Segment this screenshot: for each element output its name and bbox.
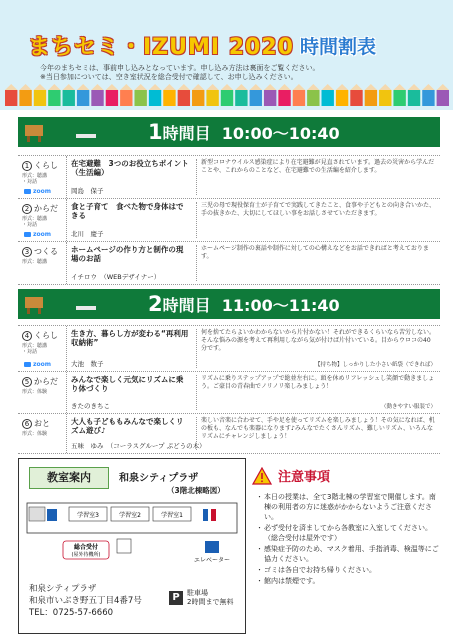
warning-icon	[252, 467, 272, 485]
class-row	[18, 242, 440, 285]
time-label-1: 1時間目 10:00〜10:40	[148, 120, 340, 144]
format-label: 形式：体験	[22, 389, 48, 395]
pencil-body	[350, 90, 362, 106]
caution-section	[252, 458, 444, 634]
pencil-tip	[19, 84, 31, 90]
pencil-body	[250, 90, 262, 106]
pencil-tip	[264, 84, 276, 90]
title-sub: 時間割表	[299, 35, 376, 58]
class-description: 三児の母で現役保育士が子育てで実践してきたこと、食事や子どもとの向き合いかた、手の抜きかた、大切にしてほしい事をお話しさせていただきます。	[196, 202, 436, 238]
class-topic: 食と子育て 食べた物で身体はできる	[71, 202, 184, 220]
address-line: 和泉市いぶき野五丁目4番7号	[29, 596, 142, 606]
class-note: 【持ち物】しっかりした小さい紙袋（できれば）	[314, 362, 436, 368]
category-name: くらし	[34, 331, 58, 340]
parking-icon: P	[169, 591, 183, 605]
pencil-body	[19, 90, 31, 106]
venue-name: 和泉シティプラザ	[119, 473, 199, 484]
category-name: からだ	[34, 204, 58, 213]
lecturer-name: 岡島 保子	[71, 187, 104, 195]
category-name: くらし	[34, 161, 58, 170]
pencil-body	[163, 90, 175, 106]
caution-item: ・ 感染症予防のため、マスク着用、手指消毒、検温等にご協力ください。	[256, 544, 442, 564]
class-description: 新型コロナウイルス感染症により在宅避難が見直されています。過去の災害から学んだことや、これからのことなど、在宅避難での生活編を紹介します。	[196, 159, 436, 195]
pencil-body	[106, 90, 118, 106]
parking-info	[169, 589, 233, 607]
pencil-body	[365, 90, 377, 106]
pencil-body	[393, 90, 405, 106]
category-cell: 3 つくる 形式：聴講	[18, 242, 67, 284]
elevator-label: エレベーター	[193, 557, 231, 564]
pencil-body	[235, 90, 247, 106]
parking-note: 2時間まで無料	[187, 598, 234, 606]
zoom-logo: zoom	[24, 361, 51, 368]
phone-number: TEL：0725-57-6660	[29, 608, 114, 618]
format-label: 形式：体験	[22, 431, 48, 437]
room-1-label: 学習室1	[161, 512, 183, 519]
pencil-body	[120, 90, 132, 106]
stairs-icon-2	[117, 539, 131, 553]
class-topic: 大人も子どももみんなで楽しくリズム遊び♪	[71, 417, 184, 435]
class-row	[18, 326, 440, 372]
reception-label: 総合受付	[73, 544, 99, 551]
pencil-tip	[336, 84, 348, 90]
pencil-tip	[379, 84, 391, 90]
pencil-tip	[192, 84, 204, 90]
category-cell: 1 くらし 形式：聴講 ・対話 zoom	[18, 156, 67, 198]
class-topic: 在宅避難 3つのお役立ちポイント（生活編）	[71, 159, 189, 177]
pencil-body	[322, 90, 334, 106]
format-label: 形式：聴講 ・対話	[22, 216, 48, 228]
pencil-body	[408, 90, 420, 106]
pencil-body	[206, 90, 218, 106]
pencil-body	[437, 90, 449, 106]
pencil-body	[379, 90, 391, 106]
pencils-decoration	[4, 84, 450, 106]
category-name: つくる	[34, 247, 58, 256]
caution-item: ・ 館内は禁煙です。	[256, 576, 442, 586]
class-description: 何を捨てたらよいかわからないから片付かない！それができるくらいなら苦労しない。そんな悩みの源を考えて再利用しながら気が付けば片付いている。目からウロコの40分です。	[196, 329, 436, 368]
intro-line-2: ※当日参加については、空き室状況を総合受付で確認して、お申し込みください。	[40, 73, 298, 81]
pencil-body	[5, 90, 17, 106]
schedule-block-2	[18, 325, 440, 454]
pencil-tip	[206, 84, 218, 90]
class-note: （動きやすい服装で）	[380, 404, 436, 410]
pencil-body	[293, 90, 305, 106]
room-2-label: 学習室2	[119, 512, 141, 519]
category-cell: 2 からだ 形式：聴講 ・対話 zoom	[18, 199, 67, 241]
pencil-tip	[408, 84, 420, 90]
class-row	[18, 199, 440, 242]
pencil-tip	[106, 84, 118, 90]
class-topic: 生き方、暮らし方が変わる“再利用収納術”	[71, 329, 189, 347]
zoom-logo: zoom	[24, 188, 51, 195]
pencil-body	[34, 90, 46, 106]
class-row	[18, 156, 440, 199]
venue-building: （3階北棟略図）	[167, 486, 225, 495]
category-name: からだ	[34, 377, 58, 386]
pencil-tip	[350, 84, 362, 90]
pencil-body	[77, 90, 89, 106]
pencil-tip	[422, 84, 434, 90]
desk-icon	[24, 294, 44, 314]
intro-text	[40, 64, 319, 82]
venue-heading: 教室案内	[29, 467, 109, 489]
pencil-body	[91, 90, 103, 106]
caution-header	[252, 466, 330, 485]
pencil-tip	[178, 84, 190, 90]
title-main: まちセミ・IZUMI 2020	[28, 34, 294, 60]
pencil-tip	[437, 84, 449, 90]
pencil-body	[422, 90, 434, 106]
intro-line-1: 今年のまちセミは、事前申し込みとなっています。申し込み方法は裏面をご覧ください。	[40, 64, 320, 72]
pencil-tip	[393, 84, 405, 90]
floor-map	[25, 499, 239, 567]
lecturer-name: 北川 慶子	[71, 230, 104, 238]
class-description: 楽しい音楽に合わせて、手や足を使ってリズムを楽しみましょう！その気になれば、机の板も、なんでも楽器になります♪みんなでたくさんリズム、難しいリズム、いろんなリズムにチャレンジしましょう！	[196, 417, 436, 450]
lecturer-name: きたのきちこ	[71, 402, 110, 410]
lecturer-name: イチロウ （WEBデザイナー）	[71, 273, 161, 281]
camera-icon	[24, 362, 31, 367]
caution-item: ・ 本日の授業は、全て3階北棟の学習室で開催します。南棟の利用者の方に迷惑がかからないようご注意ください。	[256, 492, 442, 522]
pencil-tip	[134, 84, 146, 90]
pencil-body	[221, 90, 233, 106]
pencil-tip	[365, 84, 377, 90]
pencil-tip	[163, 84, 175, 90]
pencil-tip	[221, 84, 233, 90]
category-cell: 6 おと 形式：体験	[18, 414, 67, 453]
format-label: 形式：聴講 ・対話	[22, 343, 48, 355]
pencil-tip	[278, 84, 290, 90]
category-cell: 5 からだ 形式：体験	[18, 372, 67, 413]
venue-guide	[18, 458, 246, 634]
pencil-tip	[307, 84, 319, 90]
male-icon	[203, 509, 208, 521]
class-description: ホームページ制作の裏話や制作に対しての心構えなどをお話できればと考えております。	[196, 245, 436, 281]
time-bar-2	[18, 289, 440, 319]
format-label: 形式：聴講	[22, 259, 48, 265]
time-label-2: 2時間目 11:00〜11:40	[148, 292, 340, 316]
camera-icon	[24, 232, 31, 237]
pencil-tip	[48, 84, 60, 90]
class-row	[18, 414, 440, 454]
stairs-icon	[29, 507, 45, 521]
pencil-tip	[250, 84, 262, 90]
pencil-tip	[63, 84, 75, 90]
schedule-block-1	[18, 155, 440, 285]
caution-title: 注意事項	[278, 470, 331, 485]
address-name: 和泉シティプラザ	[29, 584, 97, 594]
class-row	[18, 372, 440, 414]
desk-icon	[24, 122, 44, 142]
pencil-tip	[149, 84, 161, 90]
pencil-body	[264, 90, 276, 106]
lecturer-name: 五味 ゆみ （コーラスグループ ぷどうの木）	[71, 442, 206, 450]
pencil-tip	[91, 84, 103, 90]
room-3-label: 学習室3	[77, 512, 99, 519]
caution-list	[256, 492, 442, 587]
pencil-body	[307, 90, 319, 106]
pencil-tip	[120, 84, 132, 90]
category-name: おと	[34, 419, 50, 428]
pencil-body	[149, 90, 161, 106]
lecturer-name: 大池 数子	[71, 360, 104, 368]
pencil-body	[192, 90, 204, 106]
class-topic: ホームページの作り方と制作の現場のお話	[71, 245, 184, 263]
chalk-icon	[76, 134, 96, 138]
elevator-icon	[205, 541, 219, 553]
chalk-icon	[76, 306, 96, 310]
pencil-tip	[34, 84, 46, 90]
class-description: リズムに乗りステップアップで総並左右に。頭を休めリフレッシュし笑顔で動きましょう。ご豪目の青春曲でノリノリ楽しみましょう！	[196, 375, 436, 410]
header	[0, 0, 453, 110]
female-icon	[211, 509, 216, 521]
class-topic: みんなで楽しく元気にリズムに乗り体づくり	[71, 375, 184, 393]
reception-sub-label: (屋外待機所)	[71, 552, 101, 558]
pencil-tip	[293, 84, 305, 90]
pencil-body	[178, 90, 190, 106]
caution-item: ・ ゴミは各自でお持ち帰りください。	[256, 565, 442, 575]
pencil-body	[48, 90, 60, 106]
pencil-tip	[77, 84, 89, 90]
camera-icon	[24, 189, 31, 194]
time-bar-1	[18, 117, 440, 147]
pencil-body	[134, 90, 146, 106]
category-cell: 4 くらし 形式：聴講 ・対話 zoom	[18, 326, 67, 371]
restroom-icon	[47, 509, 57, 521]
pencil-tip	[235, 84, 247, 90]
pencil-body	[63, 90, 75, 106]
pencil-tip	[322, 84, 334, 90]
zoom-logo: zoom	[24, 231, 51, 238]
caution-item: ・ 必ず受付を済ましてから各教室に入室してください。（総合受付は屋外です）	[256, 523, 442, 543]
format-label: 形式：聴講 ・対話	[22, 173, 48, 185]
pencil-tip	[5, 84, 17, 90]
venue-address	[29, 583, 142, 619]
parking-label: 駐車場	[187, 589, 208, 597]
pencil-body	[278, 90, 290, 106]
pencil-body	[336, 90, 348, 106]
page-title	[28, 28, 376, 62]
